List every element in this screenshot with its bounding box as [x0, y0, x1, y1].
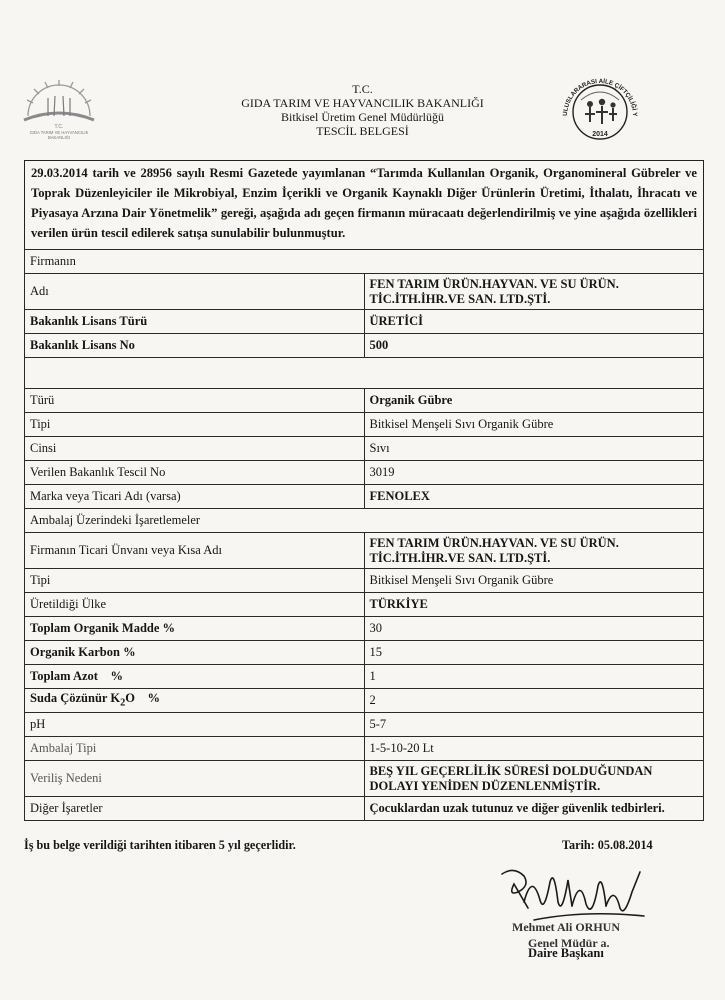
- signatory-title: Daire Başkanı: [528, 946, 604, 960]
- firm-section-header: Firmanın: [25, 250, 704, 274]
- origin-country-value: TÜRKİYE: [364, 593, 704, 617]
- soluble-k2o-label: [25, 689, 365, 713]
- table-row: [25, 310, 704, 334]
- product-kind-value: Bitkisel Menşeli Sıvı Organik Gübre: [364, 413, 704, 437]
- pack-kind-label: Tipi: [25, 569, 365, 593]
- issue-reason-label: Veriliş Nedeni: [25, 761, 365, 797]
- firm-name-value: FEN TARIM ÜRÜN.HAYVAN. VE SU ÜRÜN. TİC.İTH.İHR.VE SAN. LTD.ŞTİ.: [364, 274, 704, 310]
- table-row: [25, 485, 704, 509]
- organic-carbon-label: Organik Karbon %: [25, 641, 365, 665]
- product-kind-label: Tipi: [25, 413, 365, 437]
- soluble-k2o-label-post: O %: [125, 690, 161, 705]
- table-row: [25, 533, 704, 569]
- header-doc-title: TESCİL BELGESİ: [316, 124, 409, 138]
- table-row: [25, 617, 704, 641]
- family-farming-logo: [555, 72, 645, 144]
- other-marks-value: Çocuklardan uzak tutunuz ve diğer güvenlik tedbirleri.: [364, 797, 704, 821]
- intro-paragraph: 29.03.2014 tarih ve 28956 sayılı Resmi Gazetede yayımlanan “Tarımda Kullanılan Organik, Organomineral Gübreler ve Toprak Düzenleyiciler ile Mikrobiyal, Enzim İçerikli ve Organik Kaynaklı Diğer Ürünlerin Üretimi, İthalatı, İhracatı ve Piyasaya Arzına Dair Yönetmelik” gereği, aşağıda adı geçen firmanın müracaatı değerlendirilmiş ve yine aşağıda özellikleri verilen ürün tescil edilerek satışa sunulabilir bulunmuştur.: [24, 160, 704, 251]
- table-row: [25, 689, 704, 713]
- table-row: [25, 665, 704, 689]
- product-form-value: Sıvı: [364, 437, 704, 461]
- packaging-section-header: Ambalaj Üzerindeki İşaretlemeler: [25, 509, 704, 533]
- empty-row: [25, 358, 704, 389]
- origin-country-label: Üretildiği Ülke: [25, 593, 365, 617]
- product-form-label: Cinsi: [25, 437, 365, 461]
- table-row: [25, 713, 704, 737]
- logo-left-line1: GIDA TARIM VE HAYVANCILIK: [29, 130, 89, 135]
- total-nitrogen-value: 1: [364, 665, 704, 689]
- product-type-value: Organik Gübre: [364, 389, 704, 413]
- logo-left-top: T.C.: [54, 124, 64, 130]
- ph-label: pH: [25, 713, 365, 737]
- table-row: [25, 334, 704, 358]
- table-row: [25, 761, 704, 797]
- validity-note: İş bu belge verildiği tarihten itibaren 5 yıl geçerlidir.: [24, 838, 296, 852]
- table-row: [25, 389, 704, 413]
- registration-no-label: Verilen Bakanlık Tescil No: [25, 461, 365, 485]
- table-row: [25, 461, 704, 485]
- table-row: [25, 593, 704, 617]
- package-type-value: 1-5-10-20 Lt: [364, 737, 704, 761]
- header-directorate: Bitkisel Üretim Genel Müdürlüğü: [281, 110, 444, 124]
- table-row: [25, 437, 704, 461]
- registration-no-value: 3019: [364, 461, 704, 485]
- trade-name-value: FEN TARIM ÜRÜN.HAYVAN. VE SU ÜRÜN. TİC.İTH.İHR.VE SAN. LTD.ŞTİ.: [364, 533, 704, 569]
- header-ministry: GIDA TARIM VE HAYVANCILIK BAKANLIĞI: [241, 96, 484, 110]
- trade-name-label: Firmanın Ticari Ünvanı veya Kısa Adı: [25, 533, 365, 569]
- registration-table: [24, 249, 704, 821]
- issue-date: Tarih: 05.08.2014: [562, 838, 653, 852]
- license-type-label: Bakanlık Lisans Türü: [25, 310, 365, 334]
- total-nitrogen-label: Toplam Azot %: [25, 665, 365, 689]
- table-row: [25, 569, 704, 593]
- issue-reason-value: BEŞ YIL GEÇERLİLİK SÜRESİ DOLDUĞUNDAN DOLAYI YENİDEN DÜZENLENMİŞTİR.: [364, 761, 704, 797]
- table-row: [25, 797, 704, 821]
- organic-carbon-value: 15: [364, 641, 704, 665]
- license-no-label: Bakanlık Lisans No: [25, 334, 365, 358]
- logo-right-arc-text: ULUSLARARASI AİLE ÇİFTÇİLİĞİ Y: [561, 77, 639, 117]
- header-tc: T.C.: [352, 82, 373, 96]
- license-no-value: 500: [364, 334, 704, 358]
- soluble-k2o-label-pre: Suda Çözünür K: [30, 690, 121, 705]
- signatory-role: Genel Müdür a.: [528, 936, 610, 950]
- product-type-label: Türü: [25, 389, 365, 413]
- firm-name-label: Adı: [25, 274, 365, 310]
- pack-kind-value: Bitkisel Menşeli Sıvı Organik Gübre: [364, 569, 704, 593]
- organic-matter-label: Toplam Organik Madde %: [25, 617, 365, 641]
- ph-value: 5-7: [364, 713, 704, 737]
- table-row: [25, 413, 704, 437]
- soluble-k2o-label-sub: 2: [120, 697, 126, 709]
- logo-left-line2: BAKANLIĞI: [47, 135, 71, 140]
- table-row: [25, 274, 704, 310]
- brand-value: FENOLEX: [364, 485, 704, 509]
- table-row: [25, 737, 704, 761]
- family-farming-emblem-icon: [555, 72, 645, 144]
- soluble-k2o-value: 2: [364, 689, 704, 713]
- svg-text:ULUSLARARASI AİLE ÇİFTÇİLİĞİ Y: [555, 72, 638, 117]
- spacer-row: [25, 358, 704, 389]
- logo-right-year: 2014: [592, 131, 608, 138]
- other-marks-label: Diğer İşaretler: [25, 797, 365, 821]
- table-row: [25, 641, 704, 665]
- organic-matter-value: 30: [364, 617, 704, 641]
- brand-label: Marka veya Ticari Adı (varsa): [25, 485, 365, 509]
- license-type-value: ÜRETİCİ: [364, 310, 704, 334]
- package-type-label: Ambalaj Tipi: [25, 737, 365, 761]
- signatory-name: Mehmet Ali ORHUN: [512, 920, 620, 934]
